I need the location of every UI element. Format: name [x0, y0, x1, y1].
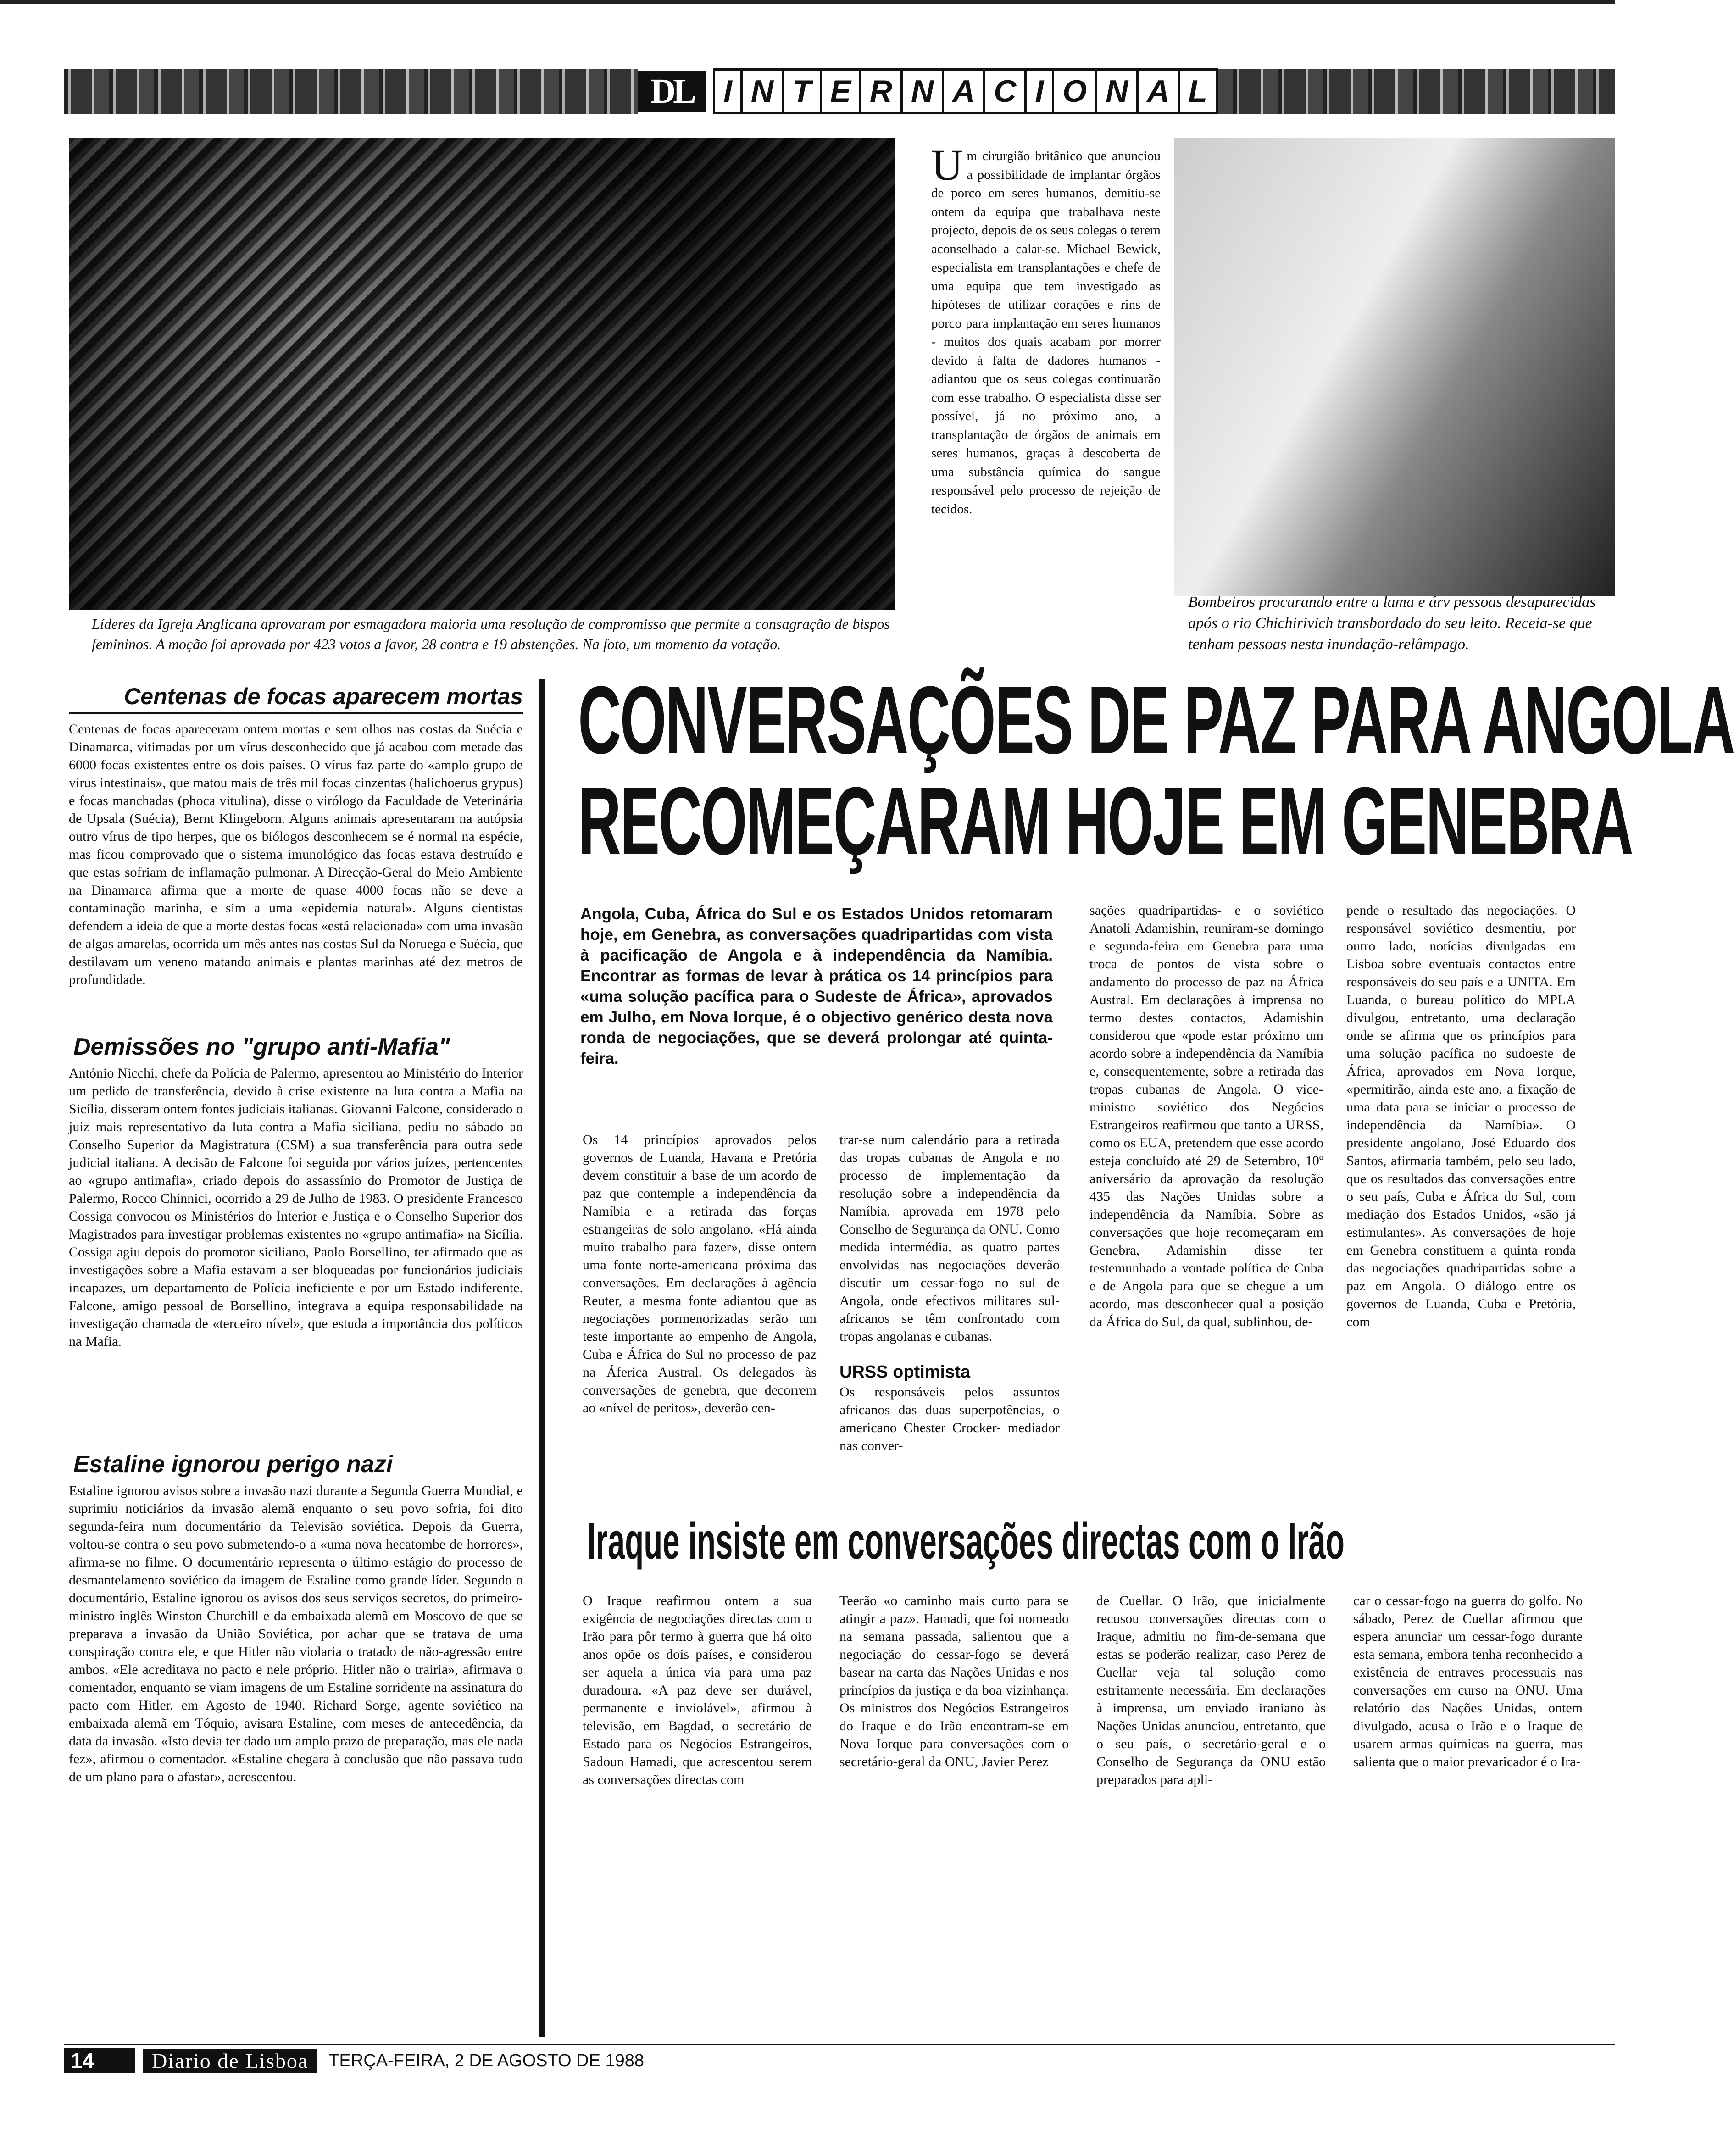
brief2-heading: Demissões no "grupo anti-Mafia" [73, 1034, 450, 1060]
section-header [638, 69, 1218, 114]
section-letter: N [743, 71, 784, 112]
section-letter: O [1054, 71, 1097, 112]
brief2-body: António Nicchi, chefe da Polícia de Palermo, apresentou ao Ministério do Interior um pedido de transferência, devido à crise existente na luta contra a Mafia na Sicília, disseram ontem fontes judiciais italianas. Giovanni Falcone, considerado o juiz mais representativo da luta contra a Mafia siciliana, pediu no sábado ao Conselho Superior da Magistratura (CSM) a sua transferência para outra sede judicial italiana. A decisão de Falcone foi seguida por vários juízes, pertencentes ao «grupo antimafia», criado depois do assassínio do Promotor de Justiça de Palermo, Rocco Chinnici, ocorrido a 29 de Julho de 1983. O presidente Francesco Cossiga convocou os Ministérios do Interior e Justiça e o Conselho Superior dos Magistrados para investigar problemas existentes no «grupo antimafia» na Sicília. Cossiga agiu depois do promotor siciliano, Paolo Borsellino, ter afirmado que as investigações sobre a Mafia estavam a ser bloqueadas por funcionários judiciais incapazes, um departamento de Polícia ineficiente e por um Estado indiferente. Falcone, amigo pessoal de Borsellino, integrava a equipa responsabilidade na investigação chamada de «terceiro nível», que estuda a importância dos políticos na Mafia. [69, 1066, 523, 1349]
section-letter: E [822, 71, 861, 112]
footer-rule [64, 2044, 1615, 2045]
photo1-caption: Líderes da Igreja Anglicana aprovaram por esmagadora maioria uma resolução de compromisso que permite a consagração de bispos femininos. A moção foi aprovada por 423 votos a favor, 28 contra e 19 abstenções. Na foto, um momento da votação. [92, 616, 890, 652]
main-col1: Os 14 princípios aprovados pelos governos de Luanda, Havana e Pretória devem constituir a base de um acordo de paz que contemple a independência da Namíbia e a retirada das forças estrangeiras de solo angolano. «Há ainda muito trabalho para fazer», disse ontem uma fonte norte-americana próxima das conversações. Em declarações à agência Reuter, a mesma fonte adiantou que as negociações pormenorizadas serão um teste importante ao empenho de Angola, Cuba e África do Sul no processo de paz na Áferica Austral. Os delegados às conversações de genebra, que decorrem ao «nível de peritos», deverão cen- [583, 1132, 817, 1416]
section-letter: A [1139, 71, 1180, 112]
main-headline-line1: CONVERSAÇÕES DE PAZ PARA ANGOLA [578, 666, 1734, 774]
top-rule [0, 0, 1615, 4]
main-headline-line2: RECOMEÇARAM HOJE EM GENEBRA [578, 767, 1633, 875]
masthead: Diario de Lisboa [143, 2049, 317, 2073]
section-letter: I [1027, 71, 1054, 112]
newspaper-logo: DL [638, 71, 706, 112]
iraq-col3: de Cuellar. O Irão, que inicialmente recusou conversações directas com o Iraque, admitiu no fim-de-semana que estas se poderão realizar, caso Perez de Cuellar veja tal solução como estritamente necessária. Em declarações à imprensa, um enviado iraniano às Nações Unidas anunciou, entretanto, que o seu país, o secretário-geral e o Conselho de Segurança da ONU estão preparados para apli- [1096, 1593, 1326, 1787]
section-letter: L [1188, 74, 1207, 109]
section-letter: C [985, 71, 1027, 112]
brief3-heading: Estaline ignorou perigo nazi [73, 1451, 393, 1478]
section-letter: N [1097, 71, 1139, 112]
main-subhead: URSS optimista [839, 1362, 971, 1382]
section-letter: I [715, 71, 743, 112]
brief1-rule [69, 712, 523, 714]
main-col2b-text: Os responsáveis pelos assuntos africanos das duas superpotências, o americano Chester Crocker- mediador nas conver- [839, 1384, 1060, 1453]
main-col4: pende o resultado das negociações. O responsável soviético desmentiu, por outro lado, notícias divulgadas em Lisboa sobre eventuais contactos entre responsáveis do seu país e a UNITA. Em Luanda, o bureau político do MPLA divulgou, entretanto, uma declaração onde se afirma que os princípios para uma solução pacífica no sudoeste de África, aprovados em Nova Iorque, «permitirão, ainda este ano, a fixação de uma data para se iniciar o processo de independência da Namíbia». O presidente angolano, José Eduardo dos Santos, afirmaria também, pelo seu lado, que os resultados das conversações entre o seu país, Cuba e África do Sul, com mediação dos Estados Unidos, «são já estimulantes». As conversações de hoje em Genebra constituem a quinta ronda das negociações quadripartidas sobre a paz em Angola. O diálogo entre os governos de Luanda, Cuba e Pretória, com [1346, 903, 1576, 1329]
iraq-col4: car o cessar-fogo na guerra do golfo. No sábado, Perez de Cuellar afirmou que espera anunciar um cessar-fogo durante esta semana, embora tenha reconhecido a existência de entraves processuais nas conversações em curso na ONU. Uma relatório das Nações Unidas, ontem divulgado, acusa o Irão e o Iraque de usarem armas químicas na guerra, mas salienta que o maior prevaricador é o Ira- [1353, 1593, 1583, 1769]
iraq-headline: Iraque insiste em conversações directas com o Irão [587, 1512, 1345, 1570]
photo2-caption: Bombeiros procurando entre a lama e árv pessoas desaparecidas após o rio Chichirivich transbordado do seu leito. Receia-se que tenham pessoas nesta inundação-relâmpago. [1188, 594, 1596, 653]
brief1-body: Centenas de focas apareceram ontem mortas e sem olhos nas costas da Suécia e Dinamarca, vitimadas por um vírus desconhecido que já acabou com metade das 6000 focas existentes entre os dois países. O vírus faz parte do «amplo grupo de vírus intestinais», que matou mais de três mil focas cinzentas (halichoerus grypus) e focas manchadas (phoca vitulina), disse o virólogo da Faculdade de Veterinária de Upsala (Suécia), Bernt Klingeborn. Alguns animais apresentaram na autópsia outro vírus de tipo herpes, que os biólogos desconhecem se é normal na espécie, mas ficou comprovado que o sistema imunológico das focas estava destruído e que estas sofriam de inflamação pulmonar. A Direcção-Geral do Meio Ambiente na Dinamarca afirma que a morte de quase 4000 focas não se deve a contaminação marinha, e sim a uma «epidemia natural». Alguns cientistas defendem a ideia de que a morte destas focas «está relacionada» com uma invasão de algas amarelas, ocorrida um mês antes nas costas Sul da Noruega e Suécia, que destilavam um veneno matando animais e plantas marinhas até dez metros de profundidade. [69, 722, 523, 987]
section-letter: A [944, 71, 985, 112]
photo-firefighters [1174, 138, 1615, 596]
section-letter: R [861, 71, 903, 112]
page-number: 14 [64, 2048, 135, 2073]
section-label [713, 68, 1218, 114]
section-letter: T [784, 71, 822, 112]
dropcap: U [931, 140, 963, 189]
brief3-body: Estaline ignorou avisos sobre a invasão nazi durante a Segunda Guerra Mundial, e suprimiu noticiários da invasão alemã enquanto o seu povo sofria, foi dito segunda-feira num documentário da Televisão soviética. Depois da Guerra, voltou-se contra o seu povo submetendo-o a «uma nova hecatombe de horrores», afirma-se no filme. O documentário representa o último estágio do processo de desmantelamento soviético da imagem de Estaline como grande líder. Segundo o documentário, Estaline ignorou os avisos dos seus serviços secretos, do primeiro-ministro inglês Winston Churchill e da embaixada alemã em Moscovo de que se preparava a invasão da União Soviética, por achar que se tratava de uma conspiração contra ele, e que Hitler não violaria o tratado de não-agressão entre ambos. «Ele acreditava no pacto e nele próprio. Hitler não o trairia», afirmava o comentador, enquanto se viam imagens de um Estaline sorridente na assinatura do pacto com Hitler, em Agosto de 1940. Richard Sorge, agente soviético na embaixada alemã em Tóquio, avisara Estaline, com meses de antecedência, da data da invasão. «Isto devia ter dado um amplo prazo de preparação, mas ele nada fez», afirmou o comentador. «Estaline chegara à conclusão que não passava tudo de um plano para o afastar», acrescentou. [69, 1483, 523, 1784]
main-col3: sações quadripartidas- e o soviético Anatoli Adamishin, reuniram-se domingo e segunda-feira em Genebra para uma troca de pontos de vista sobre o andamento do processo de paz na África Austral. Em declarações à imprensa no termo destes contactos, Adamishin considerou que «pode estar próximo um acordo sobre a independência da Namíbia e, consequentemente, sobre a retirada das tropas cubanas de Angola. O vice-ministro soviético dos Negócios Estrangeiros reafirmou que tanto a URSS, como os EUA, pretendem que esse acordo esteja concluído até 29 de Setembro, 10º aniversário da aprovação da resolução 435 das Nações Unidas sobre a independência da Namíbia. Sobre as conversações que hoje recomeçaram em Genebra, Adamishin disse ter testemunhado a vontade política de Cuba e de Angola para que se chegue a um acordo, mas desconhecer qual a posição da África do Sul, da qual, sublinhou, de- [1089, 903, 1323, 1329]
brief1-heading: Centenas de focas aparecem mortas [124, 683, 523, 709]
column-divider [539, 679, 545, 2037]
photo-anglican-vote [69, 138, 895, 610]
main-col2 [839, 1131, 1060, 1455]
iraq-col1: O Iraque reafirmou ontem a sua exigência de negociações directas com o Irão para pôr termo à guerra que há oito anos opõe os dois países, e considerou ser aquela a única via para uma paz duradoura. «A paz deve ser durável, permanente e inviolável», afirmou à televisão, em Bagdad, o secretário de Estado para os Negócios Estrangeiros, Sadoun Hamadi, que acrescentou serem as conversações directas com [583, 1593, 812, 1787]
main-lede: Angola, Cuba, África do Sul e os Estados Unidos retomaram hoje, em Genebra, as conversações quadripartidas com vista à pacificação de Angola e à independência da Namíbia. Encontrar as formas de levar à prática os 14 princípios para «uma solução pacífica para o Sudeste de África», aprovados em Julho, em Nova Iorque, é o objectivo genérico desta nova ronda de negociações, que se deverá prolongar até quinta-feira. [580, 905, 1053, 1067]
iraq-col2: Teerão «o caminho mais curto para se atingir a paz». Hamadi, que foi nomeado na semana passada, salientou que a negociação do cessar-fogo se deverá basear na carta das Nações Unidas e nos princípios da justiça e da boa vizinhança. Os ministros dos Negócios Estrangeiros do Iraque e do Irão encontram-se em Nova Iorque para conversações com o secretário-geral da ONU, Javier Perez [839, 1593, 1069, 1769]
brief-surgeon-text: m cirurgião britânico que anunciou a possibilidade de implantar órgãos de porco em seres humanos, demitiu-se ontem da equipa que trabalhava neste projecto, depois de os seus colegas o terem aconselhado a calar-se. Michael Bewick, especialista em transplantações e chefe de uma equipa que tem investigado as hipóteses de utilizar corações e rins de porco para implantação em seres humanos - muitos dos quais acabam por morrer devido à falta de dadores humanos - adiantou que os seus colegas continuarão com esse trabalho. O especialista disse ser possível, já no próximo ano, a transplantação de órgãos de animais em seres humanos, graças à descoberta de uma substância química do sangue responsável pelo processo de rejeição de tecidos. [931, 149, 1161, 517]
footer-date: TERÇA-FEIRA, 2 DE AGOSTO DE 1988 [328, 2050, 645, 2070]
footer [64, 2047, 644, 2074]
main-col2-text: trar-se num calendário para a retirada das tropas cubanas de Angola e no processo de implementação da resolução sobre a independência da Namíbia, aprovada em 1978 pelo Conselho de Segurança da ONU. Como medida intermédia, as quatro partes envolvidas nas negociações deverão discutir um cessar-fogo no sul de Angola, onde efectivos militares sul-africanos se têm confrontado com tropas angolanas e cubanas. [839, 1132, 1060, 1344]
brief-surgeon [931, 140, 1161, 518]
section-letter: N [903, 71, 944, 112]
